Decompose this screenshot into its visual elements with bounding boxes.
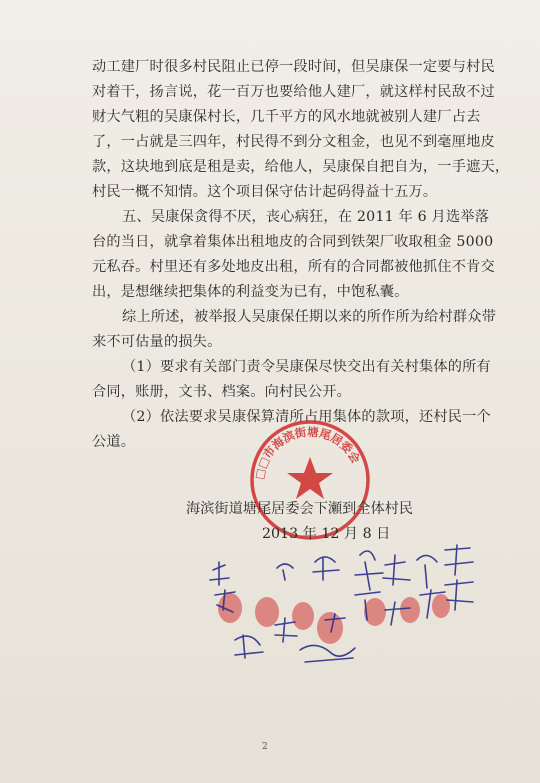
body-line: 台的当日，就拿着集体出租地皮的合同到铁架厂收取租金 5000 — [92, 234, 494, 250]
body-line: 出，是想继续把集体的利益变为已有，中饱私囊。 — [92, 284, 409, 300]
body-line: 财大气粗的吴康保村长，几千平方的风水地就被别人建厂占去 — [92, 109, 481, 125]
body-line: 五、吴康保贪得不厌，丧心病狂，在 2011 年 6 月选举落 — [122, 209, 490, 225]
signature-line: 海滨街道塘尾居委会下瀬到全体村民 — [186, 501, 414, 517]
body-line: （1）要求有关部门责令吴康保尽快交出有关村集体的所有 — [122, 359, 491, 375]
body-line: （2）依法要求吴康保算清所占用集体的款项，还村民一个 — [122, 409, 491, 425]
body-line: 元私吞。村里还有多处地皮出租，所有的合同都被他抓住不肯交 — [92, 259, 495, 275]
body-line: 来不可估量的损失。 — [92, 334, 222, 350]
date-line: 2013 年 12 月 8 日 — [262, 526, 391, 542]
body-line: 了，一占就是三四年，村民得不到分文租金，也见不到毫厘地皮 — [92, 134, 495, 150]
page-number: 2 — [262, 742, 268, 752]
body-line: 对着干，扬言说，花一百万也要给他人建厂，就这样村民敌不过 — [92, 84, 495, 100]
body-line: 动工建厂时很多村民阻止已停一段时间，但吴康保一定要与村民 — [92, 59, 495, 75]
body-line: 款，这块地到底是租是卖，给他人，吴康保自把自为，一手遮天， — [92, 159, 510, 175]
seal-text: □□市海滨街塘尾居委会 — [251, 424, 363, 481]
handwritten-signatures-icon — [205, 540, 480, 680]
body-line: 公道。 — [92, 434, 136, 450]
body-line: 合同，账册，文书、档案。向村民公开。 — [92, 384, 351, 400]
body-line: 村民一概不知情。这个项目保守估计起码得益十五万。 — [92, 184, 438, 200]
body-line: 综上所述，被举报人吴康保任期以来的所作所为给村群众带 — [122, 309, 497, 325]
